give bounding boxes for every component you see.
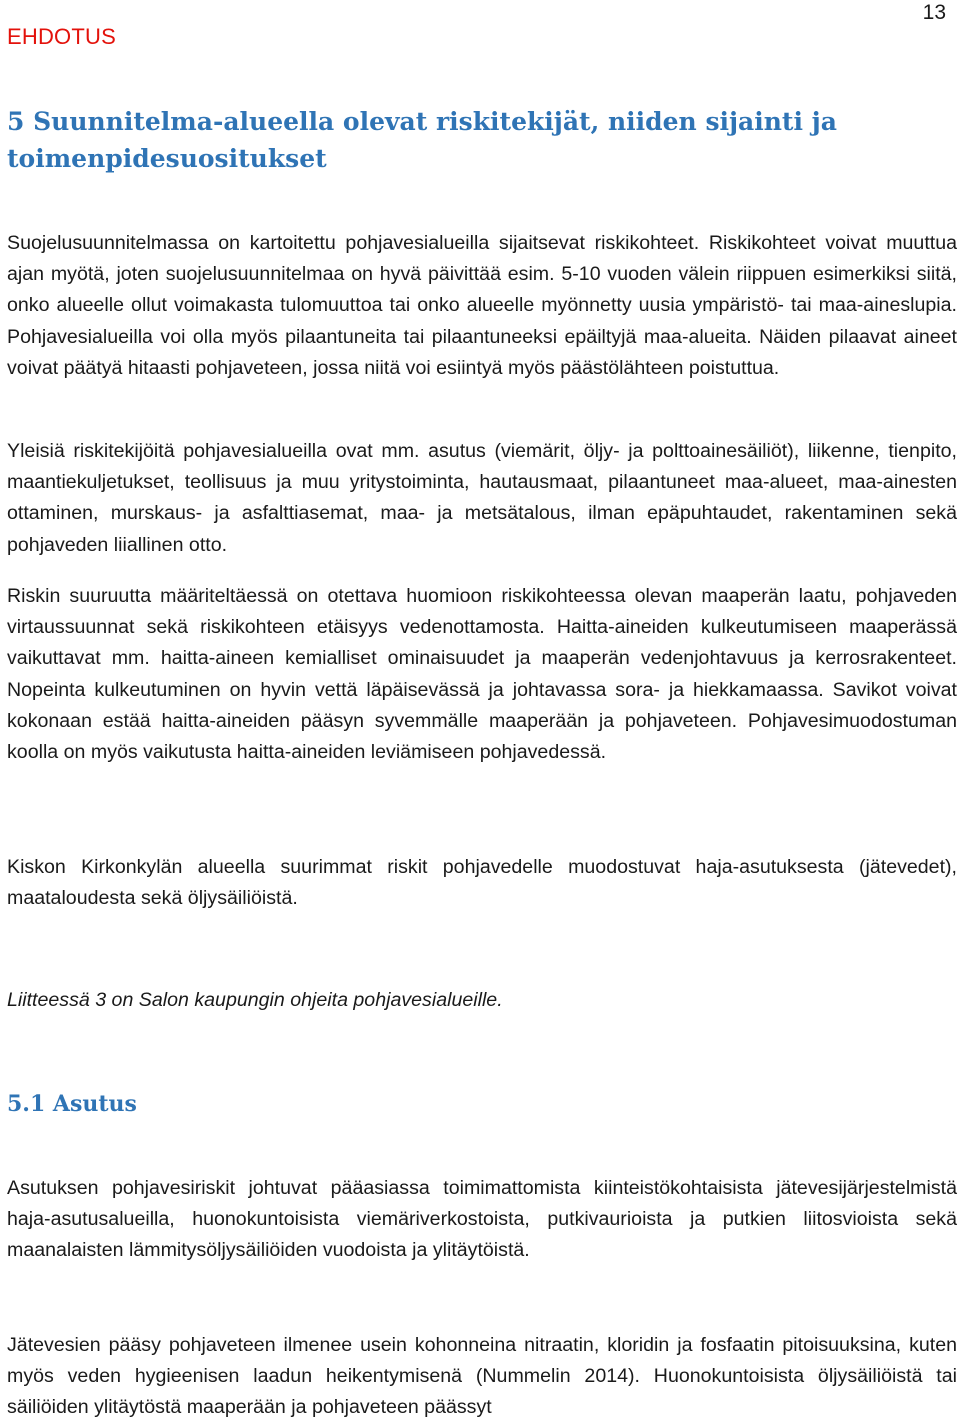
paragraph-kisko-risks: Kiskon Kirkonkylän alueella suurimmat riskit pohjavedelle muodostuvat haja-asutuksesta (jätevedet), maataloudesta sekä öljysäiliöistä. xyxy=(7,856,957,910)
paragraph-common-risks: Yleisiä riskitekijöitä pohjavesialueilla ovat mm. asutus (viemärit, öljy- ja polttoainesäiliöt), liikenne, tienpito, maantiekuljetukset, teollisuus ja muu yritystoiminta, hautausmaat, pilaantuneet maa-alueet, maa-ainesten ottaminen, murskaus- ja asfalttiasemat, maa- ja metsätalous, ilman epäpuhtaudet, rakentaminen sekä pohjaveden liiallinen otto. xyxy=(7,440,957,556)
appendix-note: Liitteessä 3 on Salon kaupungin ohjeita pohjavesialueille. xyxy=(7,989,503,1011)
subsection-heading: 5.1 Asutus xyxy=(7,1091,137,1117)
draft-label: EHDOTUS xyxy=(7,24,116,49)
paragraph-wastewater: Jätevesien pääsy pohjaveteen ilmenee usein kohonneina nitraatin, kloridin ja fosfaatin pitoisuuksina, kuten myös veden hygieenisen laadun heikentymisenä (Nummelin 2014). Huonokuntoisista öljysäiliöistä tai säiliöiden ylitäytöstä maaperään ja pohjaveteen päässyt xyxy=(7,1334,957,1419)
section-heading: 5 Suunnitelma-alueella olevat riskitekijät, niiden sijainti ja toimenpidesuositukset xyxy=(7,107,837,173)
paragraph-housing-risks: Asutuksen pohjavesiriskit johtuvat pääasiassa toimimattomista kiinteistökohtaisista jätevesijärjestelmistä haja-asutusalueilla, huonokuntoisista viemäriverkostoista, putkivaurioista ja putkien liitosvioista sekä maanalaisten lämmitysöljysäiliöiden vuodoista ja ylitäytöistä. xyxy=(7,1177,957,1262)
page-number: 13 xyxy=(922,1,946,24)
paragraph-risk-sites: Suojelusuunnitelmassa on kartoitettu pohjavesialueilla sijaitsevat riskikohteet. Riskikohteet voivat muuttua ajan myötä, joten suojelusuunnitelmaa on hyvä päivittää esim. 5-10 vuoden välein riippuen esimerkiksi siitä, onko alueelle ollut voimakasta tulomuuttoa tai onko alueelle myönnetty uusia ympäristö- tai maa-aineslupia. Pohjavesialueilla voi olla myös pilaantuneita tai pilaantuneeksi epäiltyjä maa-alueita. Näiden pilaavat aineet voivat päätyä hitaasti pohjaveteen, jossa niitä voi esiintyä myös päästölähteen poistuttua. xyxy=(7,232,957,379)
paragraph-risk-assessment: Riskin suuruutta määriteltäessä on otettava huomioon riskikohteessa olevan maaperän laatu, pohjaveden virtaussuunnat sekä riskikohteen etäisyys vedenottamosta. Haitta-aineiden kulkeutumiseen maaperässä vaikuttavat mm. haitta-aineen kemialliset ominaisuudet ja maaperän vedenjohtavuus ja kerrosrakenteet. Nopeinta kulkeutuminen on hyvin vettä läpäisevässä ja johtavassa sora- ja hiekkamaassa. Savikot voivat kokonaan estää haitta-aineiden pääsyn syvemmälle maaperään ja pohjaveteen. Pohjavesimuodostuman koolla on myös vaikutusta haitta-aineiden leviämiseen pohjavedessä. xyxy=(7,585,957,764)
